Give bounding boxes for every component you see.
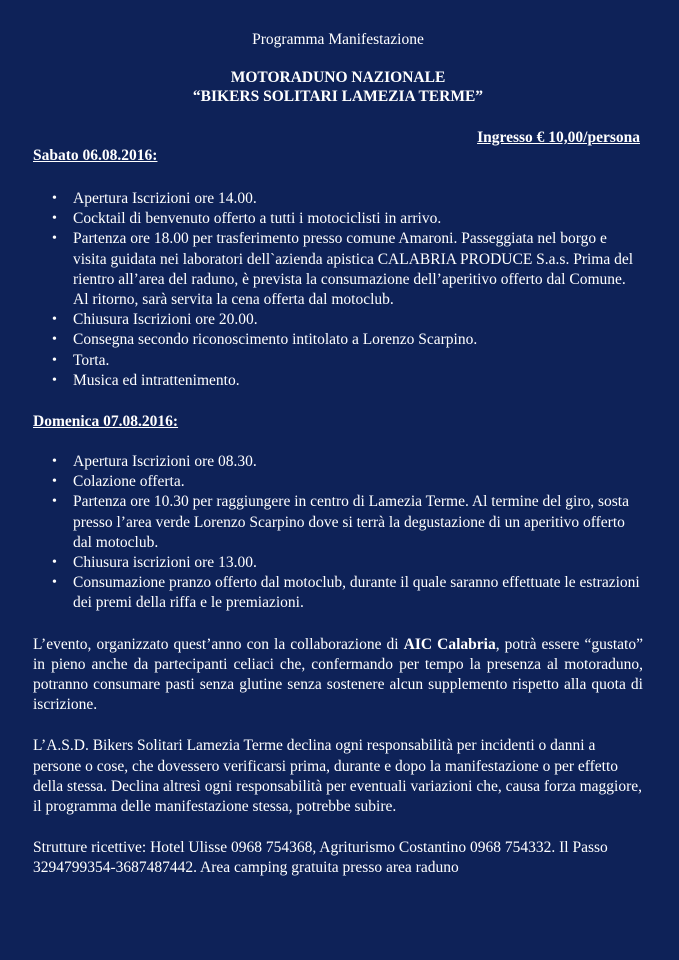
list-item <box>33 573 643 613</box>
bullet-icon: • <box>52 312 57 328</box>
list-item <box>33 209 643 229</box>
aic-text-after: , potrà essere “gustato” in pieno anche da partecipanti celiaci che, confermando per tempo la presenza al motoraduno, potranno consumare pasti senza glutine senza sostenere alcun supplemento rispetto alla quota di iscrizione. <box>33 635 643 714</box>
program-title: Programma Manifestazione <box>252 31 424 48</box>
bullet-icon: • <box>52 555 57 571</box>
bullet-icon: • <box>52 575 57 591</box>
bullet-icon: • <box>52 211 57 227</box>
list-item <box>33 330 643 350</box>
bullet-icon: • <box>52 231 57 247</box>
list-item <box>33 452 643 472</box>
list-item-text: Colazione offerta. <box>73 473 185 491</box>
list-item <box>33 351 643 371</box>
bullet-icon: • <box>52 332 57 348</box>
bullet-icon: • <box>52 191 57 206</box>
accommodation-paragraph: Strutture ricettive: Hotel Ulisse 0968 754368, Agriturismo Costantino 0968 754332. Il Passo 3294799354-3687487442. Area camping gratuita presso area raduno <box>33 839 608 877</box>
event-title-line-2: “BIKERS SOLITARI LAMEZIA TERME” <box>192 88 484 105</box>
aic-partner-name: AIC Calabria <box>403 635 496 653</box>
bullet-icon: • <box>52 474 57 490</box>
aic-text-before: L’evento, organizzato quest’anno con la collaborazione di <box>33 635 404 653</box>
bullet-icon: • <box>52 352 57 368</box>
list-item-text: Cocktail di benvenuto offerto a tutti i motociclisti in arrivo. <box>73 210 442 228</box>
event-title-line-1: MOTORADUNO NAZIONALE <box>230 69 446 86</box>
list-item-text: Consumazione pranzo offerto dal motoclub, durante il quale saranno effettuate le estrazioni dei premi della riffa e le premiazioni. <box>73 574 640 612</box>
disclaimer-paragraph: L’A.S.D. Bikers Solitari Lamezia Terme declina ogni responsabilità per incidenti o danni a persone o cose, che dovessero verificarsi prima, durante e dopo la manifestazione o per effetto della stessa. Declina altresì ogni responsabilità per eventuali variazioni che, causa forza maggiore, il programma delle manifestazione stessa, potrebbe subire. <box>33 737 642 816</box>
list-item <box>33 472 643 492</box>
list-item-text: Partenza ore 10.30 per raggiungere in centro di Lamezia Terme. Al termine del giro, sosta presso l’area verde Lorenzo Scarpino dove si terrà la degustazione di un aperitivo offerto dal motoclub. <box>73 493 629 551</box>
entry-fee: Ingresso € 10,00/persona <box>477 129 640 146</box>
saturday-heading: Sabato 06.08.2016: <box>33 147 158 164</box>
list-item-text: Torta. <box>73 351 110 369</box>
list-item <box>33 553 643 573</box>
list-item-text: Partenza ore 18.00 per trasferimento presso comune Amaroni. Passeggiata nel borgo e visita guidata nei laboratori dell`azienda apistica CALABRIA PRODUCE S.a.s. Prima del rientro all’area del raduno, è prevista la consumazione dell’aperitivo offerto dal Comune. Al ritorno, sarà servita la cena offerta dal motoclub. <box>73 230 634 309</box>
bullet-icon: • <box>52 494 57 510</box>
list-item <box>33 492 643 553</box>
fee-row <box>33 129 643 171</box>
aic-paragraph <box>33 635 643 716</box>
list-item <box>33 310 643 330</box>
list-item <box>33 371 643 391</box>
bullet-icon: • <box>52 454 57 470</box>
list-item <box>33 229 643 310</box>
list-item-text: Chiusura Iscrizioni ore 20.00. <box>73 311 258 329</box>
event-title <box>33 68 643 106</box>
list-item-text: Musica ed intrattenimento. <box>73 371 240 389</box>
list-item-text: Chiusura iscrizioni ore 13.00. <box>73 554 257 572</box>
saturday-list <box>33 189 643 391</box>
sunday-list <box>33 452 643 614</box>
list-item-text: Consegna secondo riconoscimento intitolato a Lorenzo Scarpino. <box>73 331 478 349</box>
list-item <box>33 189 643 209</box>
bullet-icon: • <box>52 372 57 388</box>
list-item-text: Apertura Iscrizioni ore 14.00. <box>73 190 257 207</box>
sunday-heading: Domenica 07.08.2016: <box>33 413 179 431</box>
list-item-text: Apertura Iscrizioni ore 08.30. <box>73 453 257 471</box>
